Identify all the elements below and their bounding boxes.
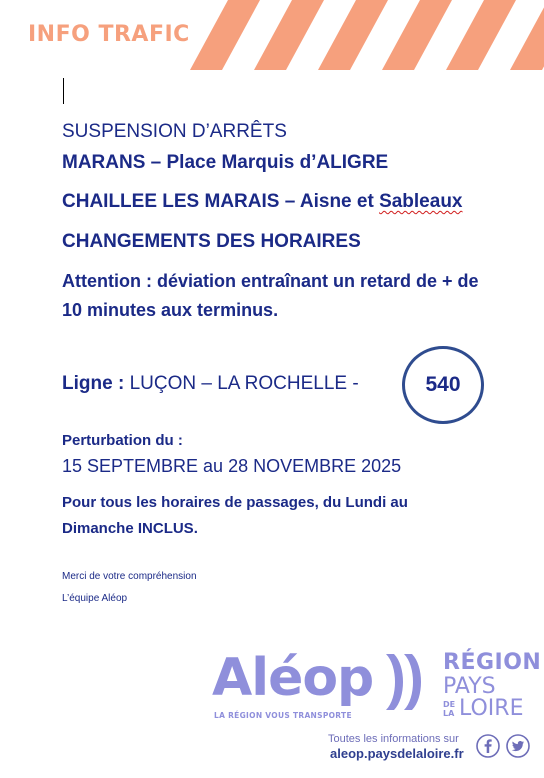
stop-chaillee-text: CHAILLEE LES MARAIS – Aisne et bbox=[62, 191, 380, 212]
thanks-text: Merci de votre compréhension bbox=[62, 571, 197, 582]
perturbation-label: Perturbation du : bbox=[62, 432, 183, 449]
line-number: 540 bbox=[425, 373, 461, 396]
line-number-badge bbox=[402, 346, 484, 424]
suspension-heading: SUSPENSION D’ARRÊTS bbox=[62, 121, 287, 142]
schedule-note: Pour tous les horaires de passages, du Lundi au Dimanche INCLUS. bbox=[62, 494, 408, 537]
line-label: Ligne : bbox=[62, 373, 125, 394]
banner-stripes bbox=[190, 0, 544, 70]
schedule-changes-heading: CHANGEMENTS DES HORAIRES bbox=[62, 231, 361, 252]
logo-bars-icon bbox=[382, 652, 432, 717]
spellcheck-flagged-word: Sableaux bbox=[379, 191, 463, 212]
info-text: Toutes les informations sur bbox=[328, 733, 459, 745]
logo-tagline: LA RÉGION VOUS TRANSPORTE bbox=[214, 711, 352, 720]
loire-word: LOIRE bbox=[459, 696, 524, 721]
delay-warning: Attention : déviation entraînant un retard de + de 10 minutes aux terminus. bbox=[62, 271, 479, 320]
text-cursor bbox=[63, 78, 64, 104]
signature-text: L’équipe Aléop bbox=[62, 593, 128, 604]
stop-chaillee bbox=[62, 191, 463, 213]
region-logo bbox=[443, 652, 541, 720]
website-link[interactable]: aleop.paysdelaloire.fr bbox=[330, 746, 464, 761]
region-word: RÉGION bbox=[443, 650, 542, 675]
stop-marans: MARANS – Place Marquis d’ALIGRE bbox=[62, 152, 389, 173]
twitter-icon[interactable] bbox=[506, 734, 530, 758]
aleop-logo: Aléop bbox=[212, 648, 374, 708]
pays-word: PAYS bbox=[443, 674, 496, 699]
de-la-word: DE LA bbox=[443, 700, 456, 718]
facebook-icon[interactable] bbox=[476, 734, 500, 758]
perturbation-dates: 15 SEPTEMBRE au 28 NOVEMBRE 2025 bbox=[62, 456, 402, 476]
line-info bbox=[62, 373, 359, 395]
banner-title: INFO TRAFIC bbox=[28, 22, 190, 47]
line-route: LUÇON – LA ROCHELLE - bbox=[129, 373, 359, 394]
